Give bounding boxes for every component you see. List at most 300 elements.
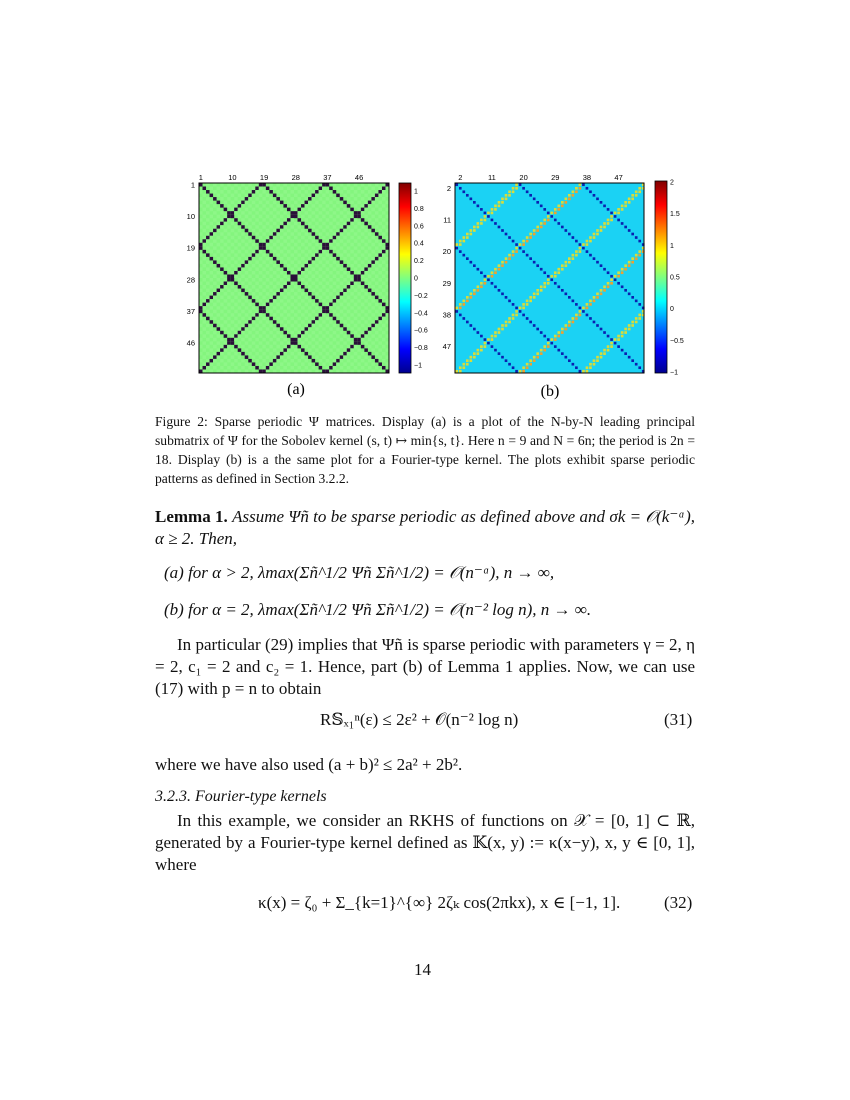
matrix-cell <box>298 246 302 250</box>
matrix-cell <box>305 345 309 349</box>
matrix-cell <box>312 253 316 257</box>
matrix-cell <box>259 369 263 373</box>
matrix-cell <box>498 205 501 208</box>
matrix-cell <box>231 274 235 278</box>
matrix-cell <box>582 307 585 310</box>
matrix-cell <box>248 211 252 215</box>
matrix-cell <box>364 201 368 205</box>
matrix-cell <box>533 356 536 359</box>
matrix-cell <box>287 264 291 268</box>
matrix-cell <box>501 264 504 267</box>
matrix-cell <box>326 183 330 187</box>
matrix-cell <box>543 345 546 348</box>
matrix-cell <box>357 201 361 205</box>
matrix-cell <box>245 362 249 366</box>
matrix-cell <box>245 278 249 282</box>
matrix-cell <box>308 222 312 226</box>
matrix-cell <box>276 303 280 307</box>
matrix-cell <box>512 240 515 243</box>
matrix-cell <box>501 324 504 327</box>
matrix-cell <box>378 278 382 282</box>
left-tick-label: 20 <box>442 247 451 257</box>
matrix-cell <box>357 271 361 275</box>
matrix-cell <box>301 264 305 268</box>
matrix-cell <box>364 334 368 338</box>
matrix-cell <box>199 352 203 356</box>
matrix-cell <box>283 296 287 300</box>
matrix-cell <box>557 268 560 271</box>
matrix-cell <box>294 211 298 215</box>
matrix-cell <box>213 229 217 233</box>
figure-2 <box>0 0 850 400</box>
matrix-cell <box>333 331 337 335</box>
matrix-cell <box>266 369 270 373</box>
matrix-cell <box>294 274 298 278</box>
matrix-cell <box>322 341 326 345</box>
matrix-cell <box>259 320 263 324</box>
matrix-cell <box>224 282 228 286</box>
matrix-cell <box>305 260 309 264</box>
matrix-cell <box>361 204 365 208</box>
matrix-cell <box>508 257 511 260</box>
matrix-cell <box>347 211 351 215</box>
matrix-cell <box>329 239 333 243</box>
matrix-cell <box>262 218 266 222</box>
matrix-cell <box>322 348 326 352</box>
matrix-cell <box>255 317 259 321</box>
matrix-cell <box>262 324 266 328</box>
matrix-cell <box>210 359 214 363</box>
matrix-cell <box>259 264 263 268</box>
matrix-cell <box>529 363 532 366</box>
matrix-cell <box>294 187 298 191</box>
matrix-cell <box>319 225 323 229</box>
matrix-cell <box>631 321 634 324</box>
matrix-cell <box>255 239 259 243</box>
matrix-cell <box>308 264 312 268</box>
matrix-cell <box>350 341 354 345</box>
matrix-cell <box>526 317 529 320</box>
matrix-cell <box>224 201 228 205</box>
matrix-cell <box>375 345 379 349</box>
matrix-cell <box>347 204 351 208</box>
matrix-cell <box>315 243 319 247</box>
matrix-cell <box>343 369 347 373</box>
matrix-cell <box>336 208 340 212</box>
matrix-cell <box>336 194 340 198</box>
matrix-cell <box>322 215 326 219</box>
matrix-cell <box>491 219 494 222</box>
matrix-cell <box>319 289 323 293</box>
matrix-cell <box>217 334 221 338</box>
matrix-cell <box>290 359 294 363</box>
matrix-cell <box>266 306 270 310</box>
matrix-cell <box>276 218 280 222</box>
matrix-cell <box>596 198 599 201</box>
matrix-cell <box>371 243 375 247</box>
matrix-cell <box>603 222 606 225</box>
matrix-cell <box>631 194 634 197</box>
matrix-cell <box>227 190 231 194</box>
matrix-cell <box>266 292 270 296</box>
matrix-cell <box>340 352 344 356</box>
matrix-cell <box>361 338 365 342</box>
matrix-cell <box>305 289 309 293</box>
matrix-cell <box>347 246 351 250</box>
matrix-cell <box>586 314 589 317</box>
matrix-cell <box>206 299 210 303</box>
matrix-cell <box>231 222 235 226</box>
matrix-cell <box>357 236 361 240</box>
matrix-cell <box>262 232 266 236</box>
matrix-cell <box>217 236 221 240</box>
colorbar-tick-label: 1.5 <box>670 211 680 219</box>
matrix-cell <box>252 278 256 282</box>
matrix-cell <box>378 190 382 194</box>
matrix-cell <box>385 334 389 338</box>
matrix-cell <box>333 289 337 293</box>
matrix-cell <box>361 246 365 250</box>
matrix-cell <box>259 348 263 352</box>
matrix-cell <box>319 246 323 250</box>
matrix-cell <box>259 292 263 296</box>
matrix-cell <box>375 296 379 300</box>
matrix-cell <box>301 341 305 345</box>
matrix-cell <box>308 229 312 233</box>
matrix-cell <box>241 296 245 300</box>
matrix-cell <box>347 183 351 187</box>
matrix-cell <box>596 324 599 327</box>
matrix-cell <box>220 274 224 278</box>
matrix-cell <box>283 324 287 328</box>
matrix-cell <box>199 359 203 363</box>
matrix-cell <box>364 236 368 240</box>
matrix-cell <box>600 201 603 204</box>
matrix-cell <box>322 208 326 212</box>
matrix-cell <box>364 215 368 219</box>
left-tick-label: 38 <box>442 310 451 320</box>
matrix-cell <box>487 338 490 341</box>
matrix-cell <box>273 278 277 282</box>
matrix-cell <box>484 345 487 348</box>
matrix-cell <box>234 345 238 349</box>
matrix-cell <box>371 264 375 268</box>
matrix-cell <box>361 218 365 222</box>
matrix-cell <box>213 282 217 286</box>
matrix-cell <box>624 201 627 204</box>
matrix-cell <box>241 338 245 342</box>
matrix-cell <box>269 338 273 342</box>
matrix-cell <box>638 314 641 317</box>
matrix-cell <box>252 190 256 194</box>
matrix-cell <box>276 267 280 271</box>
matrix-cell <box>466 236 469 239</box>
matrix-cell <box>554 219 557 222</box>
matrix-cell <box>301 306 305 310</box>
matrix-cell <box>575 366 578 369</box>
matrix-cell <box>245 187 249 191</box>
matrix-cell <box>241 317 245 321</box>
matrix-cell <box>255 289 259 293</box>
matrix-cell <box>234 197 238 201</box>
matrix-cell <box>245 260 249 264</box>
matrix-cell <box>280 289 284 293</box>
matrix-cell <box>224 285 228 289</box>
matrix-cell <box>280 306 284 310</box>
matrix-cell <box>364 369 368 373</box>
matrix-cell <box>347 239 351 243</box>
matrix-cell <box>491 282 494 285</box>
matrix-cell <box>217 194 221 198</box>
matrix-cell <box>350 282 354 286</box>
matrix-cell <box>473 293 476 296</box>
matrix-cell <box>575 250 578 253</box>
matrix-cell <box>470 229 473 232</box>
matrix-cell <box>350 218 354 222</box>
matrix-cell <box>361 271 365 275</box>
matrix-cell <box>568 198 571 201</box>
matrix-cell <box>550 338 553 341</box>
matrix-cell <box>276 260 280 264</box>
matrix-cell <box>262 183 266 187</box>
matrix-cell <box>259 299 263 303</box>
matrix-cell <box>315 334 319 338</box>
matrix-cell <box>610 278 613 281</box>
matrix-cell <box>290 303 294 307</box>
matrix-cell <box>231 306 235 310</box>
matrix-cell <box>375 320 379 324</box>
matrix-cell <box>470 233 473 236</box>
matrix-cell <box>245 243 249 247</box>
matrix-cell <box>280 299 284 303</box>
matrix-cell <box>298 211 302 215</box>
matrix-cell <box>322 187 326 191</box>
matrix-cell <box>336 296 340 300</box>
matrix-cell <box>315 208 319 212</box>
matrix-cell <box>206 338 210 342</box>
matrix-cell <box>287 334 291 338</box>
matrix-cell <box>210 187 214 191</box>
matrix-cell <box>203 348 207 352</box>
matrix-cell <box>364 292 368 296</box>
matrix-cell <box>596 359 599 362</box>
matrix-cell <box>213 239 217 243</box>
matrix-cell <box>357 299 361 303</box>
matrix-cell <box>624 205 627 208</box>
matrix-cell <box>280 264 284 268</box>
matrix-cell <box>280 334 284 338</box>
matrix-cell <box>343 215 347 219</box>
matrix-cell <box>508 236 511 239</box>
matrix-cell <box>273 236 277 240</box>
matrix-cell <box>234 190 238 194</box>
matrix-cell <box>610 275 613 278</box>
matrix-cell <box>203 257 207 261</box>
matrix-cell <box>522 370 525 373</box>
matrix-cell <box>484 219 487 222</box>
matrix-cell <box>199 282 203 286</box>
matrix-cell <box>371 257 375 261</box>
matrix-cell <box>579 250 582 253</box>
matrix-cell <box>340 303 344 307</box>
matrix-cell <box>378 215 382 219</box>
matrix-cell <box>273 334 277 338</box>
matrix-cell <box>378 306 382 310</box>
matrix-cell <box>238 331 242 335</box>
matrix-cell <box>368 211 372 215</box>
matrix-cell <box>350 208 354 212</box>
matrix-cell <box>329 366 333 370</box>
matrix-cell <box>210 222 214 226</box>
matrix-cell <box>361 190 365 194</box>
matrix-cell <box>361 183 365 187</box>
matrix-cell <box>255 274 259 278</box>
matrix-cell <box>220 218 224 222</box>
matrix-cell <box>364 320 368 324</box>
matrix-cell <box>238 215 242 219</box>
matrix-cell <box>473 328 476 331</box>
matrix-cell <box>385 327 389 331</box>
matrix-cell <box>333 239 337 243</box>
matrix-cell <box>210 334 214 338</box>
matrix-cell <box>315 229 319 233</box>
matrix-cell <box>234 324 238 328</box>
matrix-cell <box>382 345 386 349</box>
matrix-cell <box>266 243 270 247</box>
matrix-cell <box>354 289 358 293</box>
matrix-cell <box>540 285 543 288</box>
matrix-cell <box>515 183 518 186</box>
matrix-cell <box>343 289 347 293</box>
matrix-cell <box>319 218 323 222</box>
matrix-cell <box>245 215 249 219</box>
matrix-cell <box>203 320 207 324</box>
matrix-cell <box>217 243 221 247</box>
matrix-cell <box>326 338 330 342</box>
matrix-cell <box>459 366 462 369</box>
matrix-cell <box>224 250 228 254</box>
matrix-cell <box>357 341 361 345</box>
matrix-cell <box>312 317 316 321</box>
matrix-cell <box>357 338 361 342</box>
matrix-cell <box>526 303 529 306</box>
matrix-cell <box>336 229 340 233</box>
matrix-cell <box>519 370 522 373</box>
matrix-cell <box>498 268 501 271</box>
matrix-cell <box>217 208 221 212</box>
matrix-cell <box>276 296 280 300</box>
matrix-cell <box>596 293 599 296</box>
matrix-cell <box>610 345 613 348</box>
matrix-cell <box>515 307 518 310</box>
matrix-cell <box>326 317 330 321</box>
matrix-cell <box>234 296 238 300</box>
matrix-cell <box>273 355 277 359</box>
matrix-cell <box>276 229 280 233</box>
matrix-cell <box>329 215 333 219</box>
matrix-cell <box>301 243 305 247</box>
matrix-cell <box>217 313 221 317</box>
matrix-cell <box>262 274 266 278</box>
matrix-cell <box>238 194 242 198</box>
matrix-cell <box>382 282 386 286</box>
matrix-cell <box>252 292 256 296</box>
top-tick-label: 2 <box>458 173 463 182</box>
panel-b-label: (b) <box>540 383 560 400</box>
matrix-cell <box>255 331 259 335</box>
colorbar-tick-label: −0.5 <box>670 337 684 345</box>
matrix-cell <box>224 292 228 296</box>
matrix-cell <box>217 299 221 303</box>
matrix-cell <box>234 208 238 212</box>
matrix-cell <box>385 250 389 254</box>
matrix-cell <box>217 278 221 282</box>
matrix-cell <box>586 243 589 246</box>
matrix-cell <box>462 317 465 320</box>
matrix-cell <box>340 331 344 335</box>
matrix-cell <box>375 267 379 271</box>
matrix-cell <box>638 187 641 190</box>
matrix-cell <box>340 246 344 250</box>
colorbar-tick-label: 0.4 <box>414 240 424 248</box>
matrix-cell <box>199 274 203 278</box>
matrix-cell <box>245 324 249 328</box>
matrix-cell <box>589 317 592 320</box>
matrix-cell <box>262 260 266 264</box>
matrix-cell <box>340 190 344 194</box>
matrix-cell <box>224 215 228 219</box>
matrix-cell <box>266 341 270 345</box>
matrix-cell <box>224 257 228 261</box>
matrix-cell <box>283 190 287 194</box>
matrix-cell <box>283 246 287 250</box>
matrix-cell <box>287 243 291 247</box>
matrix-cell <box>368 310 372 314</box>
matrix-cell <box>378 201 382 205</box>
matrix-cell <box>238 187 242 191</box>
matrix-cell <box>586 250 589 253</box>
matrix-cell <box>245 197 249 201</box>
matrix-cell <box>312 310 316 314</box>
matrix-cell <box>480 271 483 274</box>
matrix-cell <box>315 285 319 289</box>
matrix-cell <box>280 348 284 352</box>
matrix-cell <box>290 282 294 286</box>
matrix-cell <box>354 296 358 300</box>
matrix-cell <box>217 222 221 226</box>
matrix-cell <box>593 194 596 197</box>
matrix-cell <box>287 327 291 331</box>
matrix-cell <box>357 274 361 278</box>
matrix-cell <box>259 246 263 250</box>
matrix-cell <box>315 264 319 268</box>
matrix-cell <box>378 317 382 321</box>
matrix-cell <box>217 257 221 261</box>
matrix-cell <box>294 313 298 317</box>
matrix-cell <box>213 225 217 229</box>
matrix-cell <box>378 299 382 303</box>
matrix-cell <box>301 320 305 324</box>
matrix-cell <box>238 208 242 212</box>
lemma-statement: Assume Ψñ to be sparse periodic as defined above and σk = 𝒪(k⁻ᵅ), α ≥ 2. Then, <box>155 507 695 548</box>
matrix-cell <box>319 239 323 243</box>
matrix-cell <box>262 296 266 300</box>
matrix-cell <box>287 306 291 310</box>
matrix-cell <box>561 328 564 331</box>
figure-caption: Figure 2: Sparse periodic Ψ matrices. Display (a) is a plot of the N-by-N leading principal submatrix of Ψ for the Sobolev kernel (s, t) ↦ min{s, t}. Here n = 9 and N = 6n; the period is 2n = 18. Display (b) is a the same plot for a Fourier-type kernel. The plots exhibit sparse periodic patterns as defined in Section 3.2.2. <box>155 414 695 486</box>
matrix-cell <box>301 257 305 261</box>
top-tick-label: 20 <box>519 173 528 182</box>
